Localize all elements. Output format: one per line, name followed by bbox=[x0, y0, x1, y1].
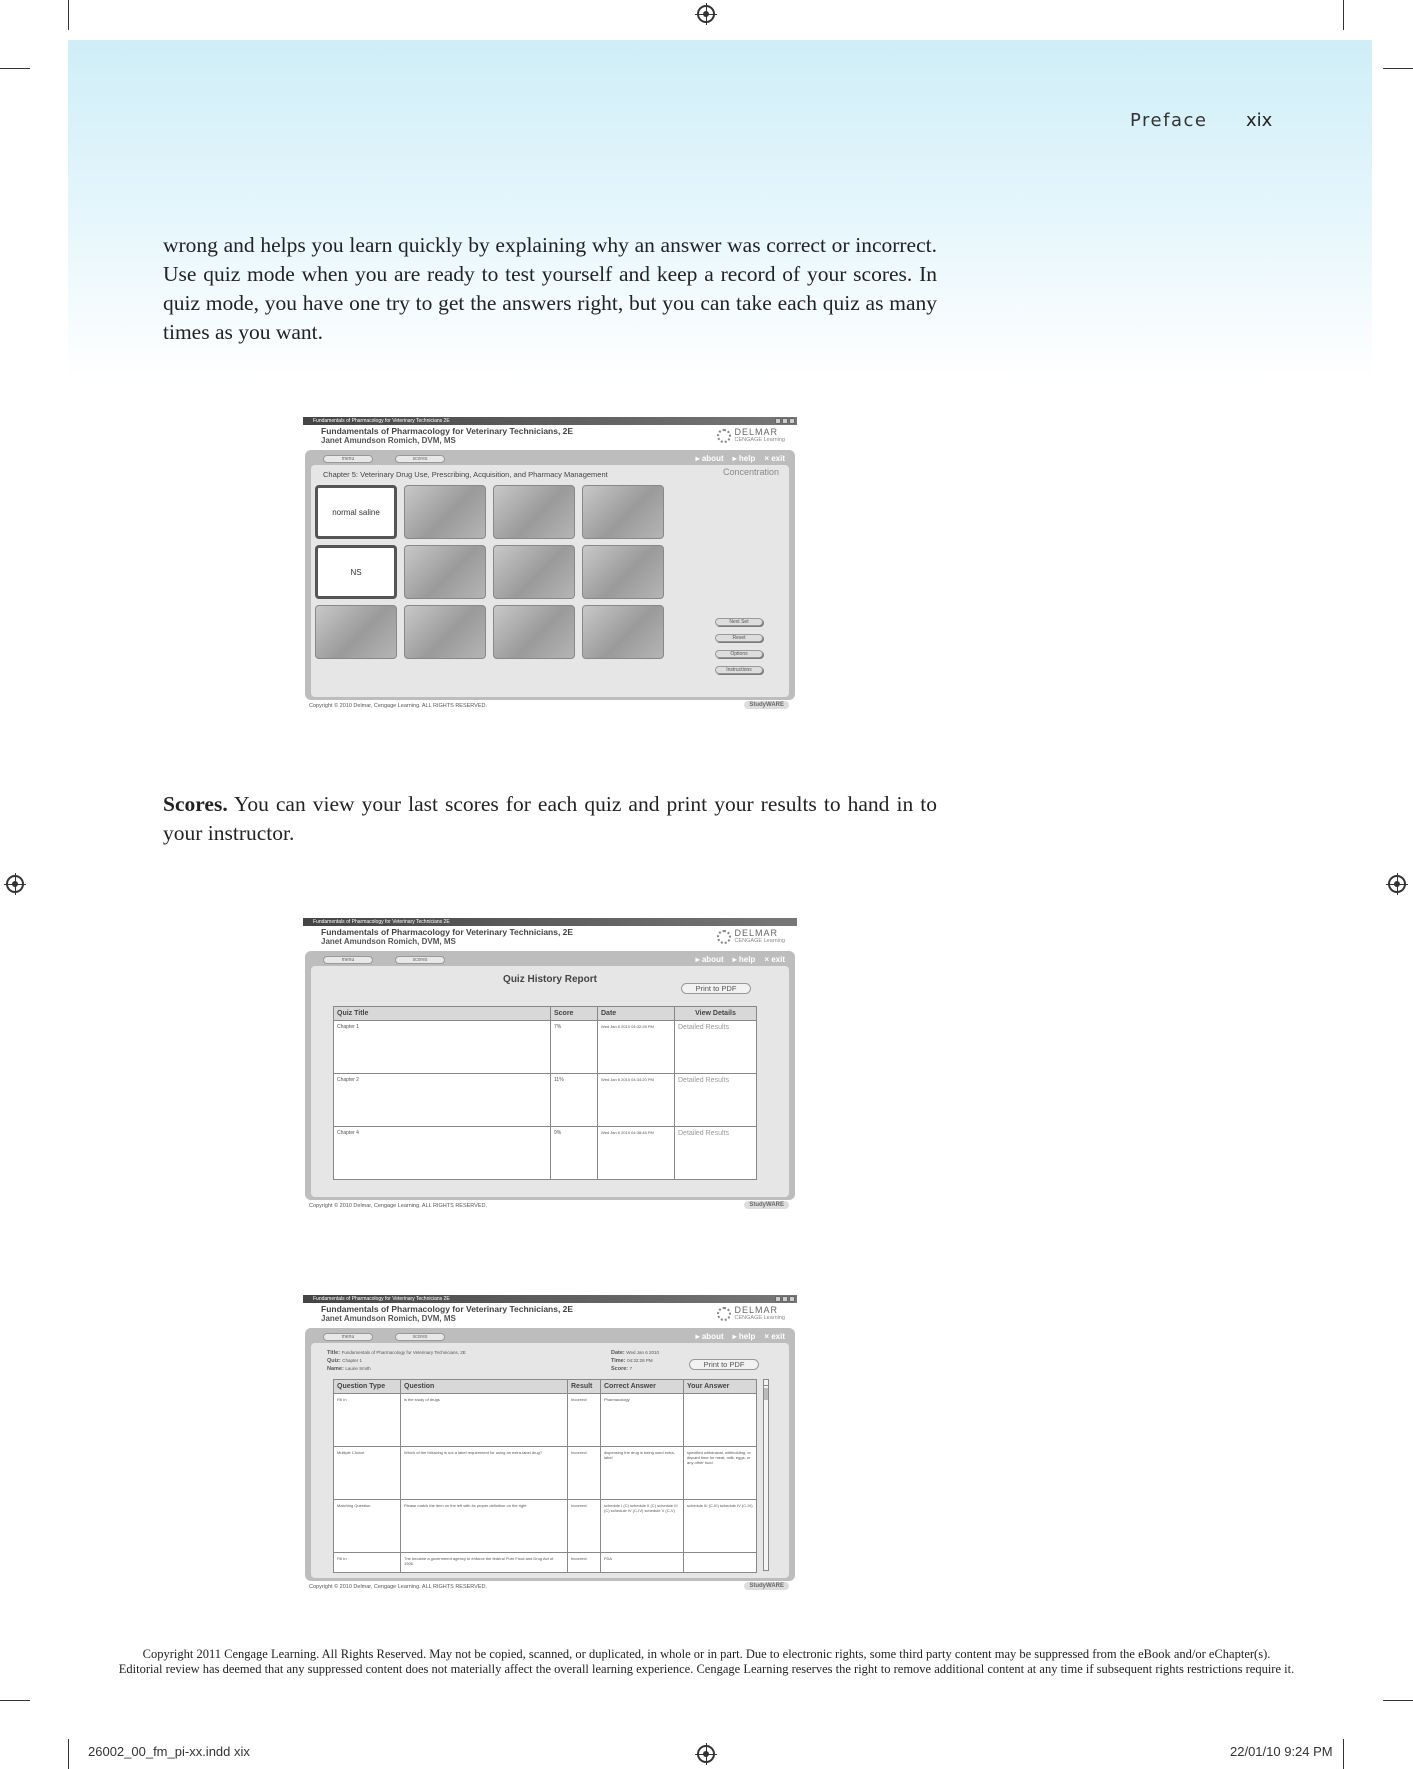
paragraph-lead: Scores. bbox=[163, 792, 228, 816]
report-heading: Quiz History Report bbox=[503, 974, 597, 985]
screenshot-concentration bbox=[303, 417, 797, 716]
detailed-results-table bbox=[333, 1379, 757, 1573]
flashcard[interactable] bbox=[582, 605, 664, 659]
window-title: Fundamentals of Pharmacology for Veterinary Technicians 2E bbox=[313, 418, 450, 424]
app-author: Janet Amundson Romich, DVM, MS bbox=[321, 937, 456, 946]
flashcard[interactable] bbox=[582, 485, 664, 539]
studyware-logo: StudyWARE bbox=[744, 1582, 789, 1590]
flashcard[interactable]: normal saline bbox=[315, 485, 397, 539]
scores-button[interactable]: scores bbox=[395, 455, 445, 463]
registration-mark-icon bbox=[1388, 875, 1406, 893]
meta-score: 7 bbox=[629, 1366, 633, 1371]
detailed-results-link[interactable]: Detailed Results bbox=[675, 1021, 757, 1074]
next-set-button[interactable]: Next Set bbox=[715, 618, 763, 626]
table-row bbox=[334, 1127, 757, 1180]
help-link[interactable]: ▸ help bbox=[732, 955, 756, 964]
column-header: Your Answer bbox=[684, 1380, 757, 1394]
minimize-icon bbox=[775, 418, 781, 424]
window-titlebar bbox=[303, 918, 797, 926]
column-header: Result bbox=[568, 1380, 601, 1394]
column-header: Question Type bbox=[334, 1380, 401, 1394]
column-header: Correct Answer bbox=[601, 1380, 684, 1394]
quiz-title-cell: Chapter 1 bbox=[334, 1021, 551, 1074]
window-titlebar bbox=[303, 1295, 797, 1303]
scroll-thumb[interactable] bbox=[764, 1388, 768, 1400]
delmar-logo-icon bbox=[717, 930, 731, 944]
meta-title: Fundamentals of Pharmacology for Veterinary Technicians, 2E bbox=[341, 1350, 466, 1355]
screenshot-detailed-results bbox=[303, 1295, 797, 1597]
close-icon bbox=[789, 1296, 795, 1302]
close-icon bbox=[789, 418, 795, 424]
table-row: Matching Question Please match the item on the left with its proper definition on the right Incorrect schedule I (C) schedule II (C) schedule III (C) schedule IV (C-IV) schedule V (C-V) schedule III (C-III) schedule IV (C-IV) bbox=[334, 1500, 757, 1553]
date-cell: Wed Jan 6 2010 04:32:28 PM bbox=[598, 1021, 675, 1074]
table-row: Fill In is the study of drugs Incorrect Pharmacology bbox=[334, 1394, 757, 1447]
column-header: Question bbox=[401, 1380, 568, 1394]
publisher-logo: DELMAR CENGAGE Learning bbox=[717, 1306, 785, 1322]
window-title: Fundamentals of Pharmacology for Veterinary Technicians 2E bbox=[313, 919, 450, 925]
menu-dropdown[interactable]: menu bbox=[323, 455, 373, 463]
table-row: Fill In The became a government agency to enforce the federal Pure Food and Drug Act of 1906. Incorrect FDA bbox=[334, 1553, 757, 1573]
options-button[interactable]: Options bbox=[715, 650, 763, 658]
copyright-footer: Copyright 2011 Cengage Learning. All Rights Reserved. May not be copied, scanned, or duplicated, in whole or in part. Due to electronic rights, some third party content may be suppressed from the eBook and/or eChapter(s). Editorial review has deemed that any suppressed content does not materially affect the overall learning experience. Cengage Learning reserves the right to remove additional content at any time if subsequent rights restrictions require it. bbox=[118, 1647, 1295, 1676]
crop-mark bbox=[0, 1700, 30, 1701]
column-header: Score bbox=[551, 1007, 598, 1021]
mode-label: Concentration bbox=[722, 467, 779, 477]
crop-mark bbox=[1343, 1739, 1344, 1769]
flashcard[interactable] bbox=[493, 605, 575, 659]
table-row: Multiple Choice Which of the following is not a label requirement for using an extra-label drug? Incorrect dispensing the drug is being used extra-label specified withdrawal, withholding, or discard time for meat, milk, eggs, or any other food bbox=[334, 1447, 757, 1500]
app-author: Janet Amundson Romich, DVM, MS bbox=[321, 436, 456, 445]
indd-slug-date: 22/01/10 9:24 PM bbox=[1230, 1744, 1333, 1759]
quiz-title-cell: Chapter 4 bbox=[334, 1127, 551, 1180]
publisher-logo: DELMAR CENGAGE Learning bbox=[717, 929, 785, 945]
detailed-results-link[interactable]: Detailed Results bbox=[675, 1127, 757, 1180]
app-title: Fundamentals of Pharmacology for Veterinary Technicians, 2E bbox=[321, 426, 574, 436]
flashcard[interactable] bbox=[315, 605, 397, 659]
maximize-icon bbox=[782, 1296, 788, 1302]
menu-dropdown[interactable]: menu bbox=[323, 956, 373, 964]
quiz-history-table bbox=[333, 1006, 757, 1180]
column-header: Quiz Title bbox=[334, 1007, 551, 1021]
print-to-pdf-button[interactable]: Print to PDF bbox=[681, 983, 751, 994]
screenshot-quiz-history bbox=[303, 918, 797, 1216]
flashcard[interactable] bbox=[493, 485, 575, 539]
maximize-icon bbox=[782, 418, 788, 424]
delmar-logo-icon bbox=[717, 429, 731, 443]
meta-time: 04:32:28 PM bbox=[627, 1358, 653, 1363]
result-meta: Title: Fundamentals of Pharmacology for Veterinary Technicians, 2E Quiz: Chapter 1 Name: Laurie Smith bbox=[327, 1350, 466, 1372]
about-link[interactable]: ▸ about bbox=[695, 454, 724, 463]
indd-slug-file: 26002_00_fm_pi-xx.indd xix bbox=[88, 1744, 250, 1759]
date-cell: Wed Jan 6 2010 04:38:48 PM bbox=[598, 1127, 675, 1180]
flashcard[interactable] bbox=[493, 545, 575, 599]
quiz-title-cell: Chapter 2 bbox=[334, 1074, 551, 1127]
flashcard[interactable] bbox=[404, 605, 486, 659]
running-head: Preface bbox=[1130, 110, 1208, 131]
window-titlebar bbox=[303, 417, 797, 425]
instructions-button[interactable]: Instructions bbox=[715, 666, 763, 674]
app-copyright: Copyright © 2010 Delmar, Cengage Learning. ALL RIGHTS RESERVED. bbox=[309, 1584, 488, 1590]
app-copyright: Copyright © 2010 Delmar, Cengage Learning. ALL RIGHTS RESERVED. bbox=[309, 703, 488, 709]
table-row bbox=[334, 1074, 757, 1127]
score-cell: 7% bbox=[551, 1021, 598, 1074]
exit-link[interactable]: × exit bbox=[764, 955, 785, 964]
column-header: Date bbox=[598, 1007, 675, 1021]
meta-name: Laurie Smith bbox=[345, 1366, 371, 1371]
scroll-up-icon[interactable] bbox=[764, 1380, 768, 1386]
delmar-logo-icon bbox=[717, 1307, 731, 1321]
detailed-results-link[interactable]: Detailed Results bbox=[675, 1074, 757, 1127]
crop-mark bbox=[68, 0, 69, 30]
meta-quiz: Chapter 1 bbox=[342, 1358, 363, 1363]
flashcard[interactable] bbox=[404, 545, 486, 599]
flashcard[interactable] bbox=[404, 485, 486, 539]
body-paragraph: wrong and helps you learn quickly by explaining why an answer was correct or incorrect. Use quiz mode when you are ready to test yourself and keep a record of your scores. In quiz mode, you have one try to get the answers right, but you can take each quiz as many times as you want. bbox=[163, 233, 937, 344]
flashcard[interactable]: NS bbox=[315, 545, 397, 599]
help-link[interactable]: ▸ help bbox=[732, 454, 756, 463]
studyware-logo: StudyWARE bbox=[744, 701, 789, 709]
table-row bbox=[334, 1021, 757, 1074]
column-header: View Details bbox=[675, 1007, 757, 1021]
result-meta-right: Date: Wed Jan 6 2010 Time: 04:32:28 PM Score: 7 bbox=[611, 1350, 659, 1372]
date-cell: Wed Jan 6 2010 04:34:20 PM bbox=[598, 1074, 675, 1127]
registration-mark-icon bbox=[6, 875, 24, 893]
crop-mark bbox=[1383, 1700, 1413, 1701]
app-title: Fundamentals of Pharmacology for Veterinary Technicians, 2E bbox=[321, 1304, 574, 1314]
registration-mark-icon bbox=[697, 5, 715, 23]
score-cell: 11% bbox=[551, 1074, 598, 1127]
about-link[interactable]: ▸ about bbox=[695, 955, 724, 964]
minimize-icon bbox=[775, 1296, 781, 1302]
app-title: Fundamentals of Pharmacology for Veterinary Technicians, 2E bbox=[321, 927, 574, 937]
about-link[interactable]: ▸ about bbox=[695, 1332, 724, 1341]
score-cell: 9% bbox=[551, 1127, 598, 1180]
body-paragraph: Scores. You can view your last scores for each quiz and print your results to hand in to your instructor. bbox=[163, 792, 937, 845]
print-to-pdf-button[interactable]: Print to PDF bbox=[689, 1359, 759, 1370]
help-link[interactable]: ▸ help bbox=[732, 1332, 756, 1341]
chapter-title: Chapter 5: Veterinary Drug Use, Prescribing, Acquisition, and Pharmacy Management bbox=[323, 470, 608, 479]
registration-mark-icon bbox=[697, 1745, 715, 1763]
app-copyright: Copyright © 2010 Delmar, Cengage Learning. ALL RIGHTS RESERVED. bbox=[309, 1203, 488, 1209]
studyware-logo: StudyWARE bbox=[744, 1201, 789, 1209]
menu-dropdown[interactable]: menu bbox=[323, 1333, 373, 1341]
table-scrollbar[interactable] bbox=[763, 1379, 769, 1571]
page-number: xix bbox=[1246, 110, 1273, 131]
meta-date: Wed Jan 6 2010 bbox=[626, 1350, 659, 1355]
app-author: Janet Amundson Romich, DVM, MS bbox=[321, 1314, 456, 1323]
crop-mark bbox=[0, 68, 30, 69]
exit-link[interactable]: × exit bbox=[764, 454, 785, 463]
crop-mark bbox=[68, 1739, 69, 1769]
publisher-logo: DELMAR CENGAGE Learning bbox=[717, 428, 785, 444]
flashcard[interactable] bbox=[582, 545, 664, 599]
scores-button[interactable]: scores bbox=[395, 956, 445, 964]
crop-mark bbox=[1343, 0, 1344, 30]
window-title: Fundamentals of Pharmacology for Veterinary Technicians 2E bbox=[313, 1296, 450, 1302]
scores-button[interactable]: scores bbox=[395, 1333, 445, 1341]
crop-mark bbox=[1383, 68, 1413, 69]
reset-button[interactable]: Reset bbox=[715, 634, 763, 642]
exit-link[interactable]: × exit bbox=[764, 1332, 785, 1341]
